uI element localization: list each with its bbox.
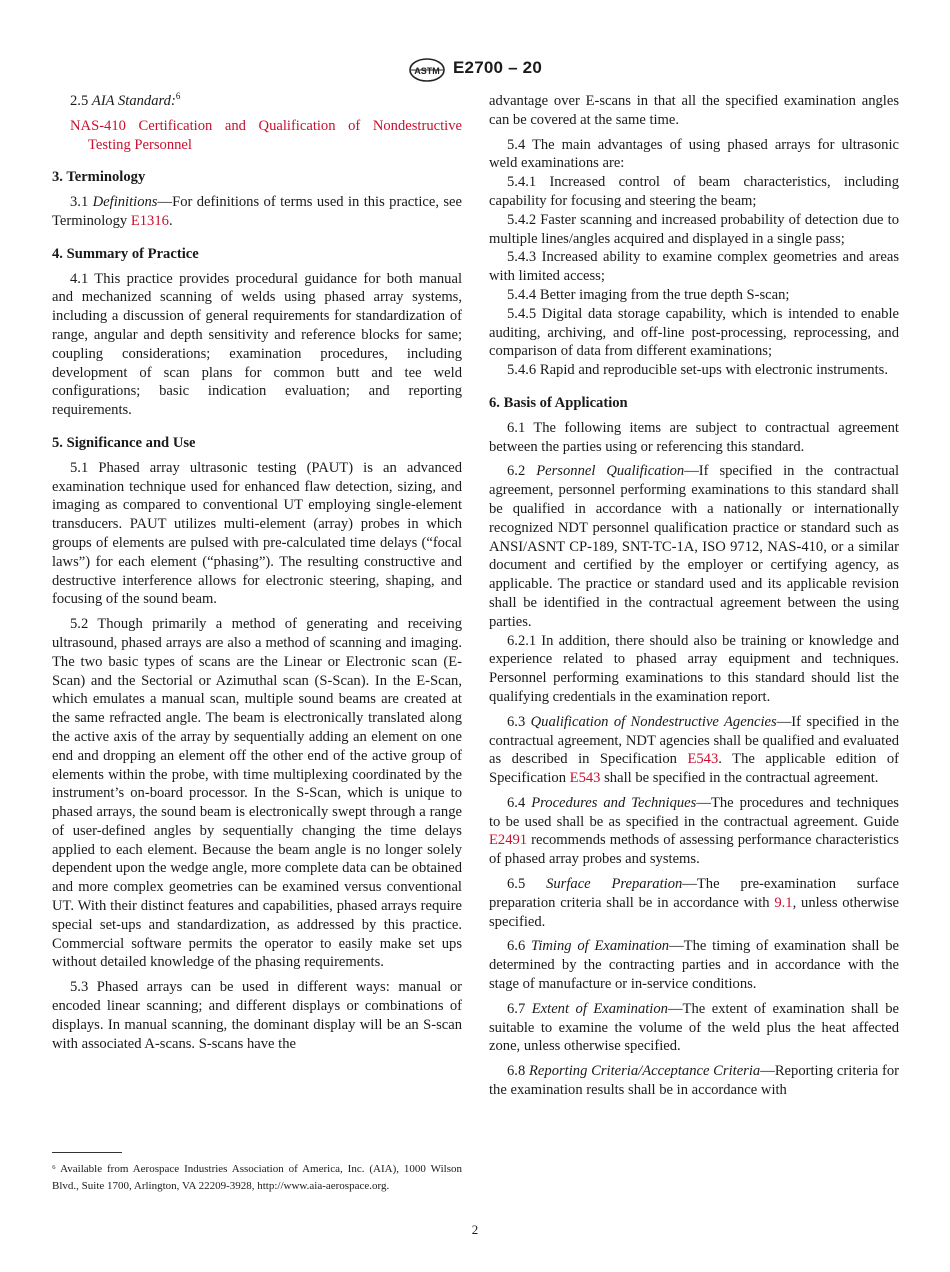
section-5-4-5: 5.4.5 Digital data storage capability, which is intended to enable auditing, archiving, and off-line post-processing, reprocessing, and comparison of data from different examinations; [489, 305, 899, 360]
section-5-4-4: 5.4.4 Better imaging from the true depth S-scan; [507, 286, 790, 303]
e2491-link[interactable]: E2491 [489, 832, 528, 849]
heading-summary: 4. Summary of Practice [52, 245, 199, 262]
svg-text:ASTM: ASTM [414, 66, 440, 76]
footnote-6: ⁶ Available from Aerospace Industries Association of America, Inc. (AIA), 1000 Wilson Blvd., Suite 1700, Arlington, VA 22209-3928, http://www.aia-aerospace.org. [52, 1163, 462, 1192]
section-5-4-6: 5.4.6 Rapid and reproducible set-ups with electronic instruments. [507, 362, 888, 379]
section-5-4-1: 5.4.1 Increased control of beam characteristics, including capability for focusing and steering the beam; [489, 174, 899, 209]
nas-410-link[interactable]: NAS-410 [70, 117, 126, 134]
section-4-1: 4.1 This practice provides procedural guidance for both manual and mechanized scanning of welds using phased array systems, including a discussion of general requirements for standardization of range, angular and depth sensitivity and reference blocks for same; coupling considerations; examination procedures, including development of scan plans for common butt and tee weld configurations; basic indication evaluation; and reporting requirements. [52, 270, 462, 419]
section-6-5: 6.5 Surface Preparation—The pre-examination surface preparation criteria shall be in accordance with 9.1, unless otherwise specified. [489, 876, 900, 930]
astm-logo-icon [407, 57, 447, 83]
right-column [489, 92, 899, 1106]
section-9-1-link[interactable]: 9.1 [774, 894, 793, 911]
page-header [0, 57, 950, 83]
e1316-link[interactable]: E1316 [130, 212, 169, 229]
section-6-2-1: 6.2.1 In addition, there should also be training or knowledge and experience related to phased array equipment and techniques. Personnel performing examinations to this standard should list the qualifying credentials in the examination report. [489, 632, 899, 705]
section-5-3-continued: advantage over E-scans in that all the specified examination angles can be covered at the same time. [489, 93, 899, 128]
nas-410-reference [70, 117, 462, 155]
section-5-1: 5.1 Phased array ultrasonic testing (PAUT) is an advanced examination technique used for enhanced flaw detection, sizing, and imaging as compared to conventional UT employing single-element transducers. PAUT utilizes multi-element (array) probes in which groups of elements are pulsed with pre-calculated time delays (“focal laws”) for each element (“phasing”). The resulting constructive and destructive interference allows for electronic steering, shaping, and focusing of the sound beam. [52, 459, 462, 608]
nas-410-title-link[interactable]: Certification and Qualification of Nondestructive Testing Personnel [88, 117, 462, 153]
heading-terminology: 3. Terminology [52, 169, 146, 186]
heading-significance: 5. Significance and Use [52, 434, 196, 451]
left-column [52, 92, 462, 1059]
section-5-2: 5.2 Though primarily a method of generating and receiving ultrasound, phased arrays are also a method of scanning and imaging. The two basic types of scans are the Linear or Electronic scan (E-Scan) and the Sectorial or Azimuthal scan (S-Scan). In the E-Scan, which emulates a manual scan, multiple sound beams are created at the same refracted angle. The beam is electronically translated along the active axis of the array by sequentially adding an element on one end and dropping an element off the other end of the active group of elements within the probe, with time multiplexing coordinated by the instrument’s on-board processor. In the S-Scan, which is unique to phased arrays, the sound beam is electronically swept through a range of user-defined angles by sequentially changing the time delays applied to each element. Because the beam angle is no longer solely dependent upon the wedge angle, more complete data can be obtained and more complex geometries can be examined versus conventional UT. With their distinct features and capabilities, phased arrays require special set-ups and standardization, as addressed by this practice. Commercial software permits the operator to easily make set ups without detailed knowledge of the phasing requirements. [52, 616, 462, 971]
section-5-3: 5.3 Phased arrays can be used in different ways: manual or encoded linear scanning; and different displays or combinations of displays. In manual scanning, the dominant display will be an S-scan with associated A-scans. S-scans have the [52, 979, 462, 1052]
section-6-3: 6.3 Qualification of Nondestructive Agencies—If specified in the contractual agreement, NDT agencies shall be qualified and evaluated as described in Specification E543. The applicable edition of Specification E543 shall be specified in the contractual agreement. [489, 713, 899, 787]
section-5-4-3: 5.4.3 Increased ability to examine complex geometries and areas with limited access; [489, 249, 899, 285]
section-3-1: 3.1 Definitions—For definitions of terms used in this practice, see Terminology E1316. [52, 194, 462, 229]
section-6-6: 6.6 Timing of Examination—The timing of examination shall be determined by the contracting parties and in accordance with the stage of manufacture or in-service conditions. [489, 938, 899, 993]
heading-basis-of-application: 6. Basis of Application [489, 394, 628, 411]
e543-link-second[interactable]: E543 [569, 770, 601, 787]
footnote-divider [52, 1152, 122, 1153]
section-5-4: 5.4 The main advantages of using phased arrays for ultrasonic weld examinations are: [489, 136, 899, 172]
section-6-4: 6.4 Procedures and Techniques—The procedures and techniques to be used shall be as specified in the contractual agreement. Guide E2491 recommends methods of assessing performance characteristics of phased array probes and systems. [489, 794, 899, 868]
section-5-4-2: 5.4.2 Faster scanning and increased probability of detection due to multiple lines/angles acquired and displayed in a single pass; [489, 211, 899, 247]
section-6-2: 6.2 Personnel Qualification—If specified in the contractual agreement, personnel performing examinations to this standard shall be qualified in accordance with a nationally or internationally recognized NDT personnel qualification practice or standard such as ANSI/ASNT CP-189, SNT-TC-1A, ISO 9712, NAS-410, or a similar document and certified by the employer or certifying agency, as applicable. The practice or standard used and its applicable revision shall be identified in the contractual agreement between the using parties. [489, 463, 900, 630]
section-6-7: 6.7 Extent of Examination—The extent of examination shall be suitable to examine the volume of the weld plus the heat affected zone, unless otherwise specified. [489, 1000, 899, 1055]
section-2-5: 2.5 AIA Standard:$^6$ [70, 91, 181, 109]
e543-link[interactable]: E543 [687, 751, 719, 768]
section-6-1: 6.1 The following items are subject to contractual agreement between the parties using or referencing this standard. [489, 419, 899, 455]
page-number: 2 [471, 1222, 479, 1237]
section-6-8: 6.8 Reporting Criteria/Acceptance Criteria—Reporting criteria for the examination results shall be in accordance with [489, 1063, 899, 1099]
standard-designation: E2700 – 20 [453, 58, 542, 77]
